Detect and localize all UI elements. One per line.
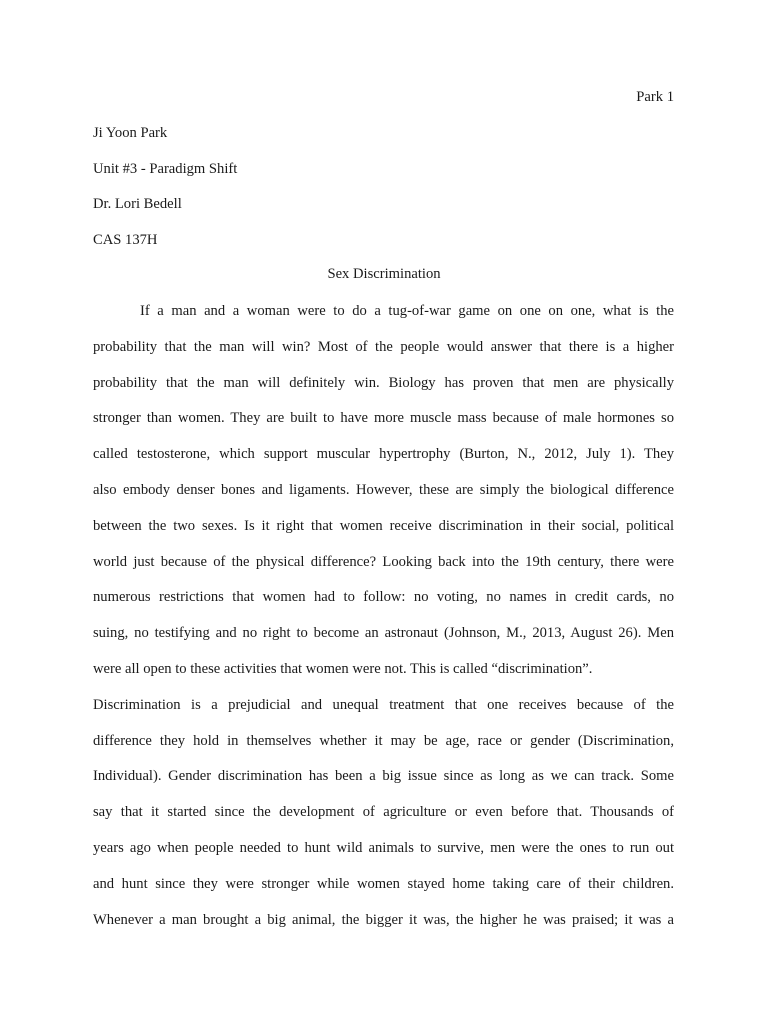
body-line: probability that the man will win? Most of the people would answer that there is a higher: [93, 338, 674, 355]
body-line: stronger than women. They are built to have more muscle mass because of male hormones so: [93, 410, 674, 427]
body-line: were all open to these activities that women were not. This is called “discrimination”.: [93, 660, 593, 677]
body-line: If a man and a woman were to do a tug-of-war game on one on one, what is the: [140, 303, 674, 319]
body-line: world just because of the physical difference? Looking back into the 19th century, there were: [93, 553, 674, 570]
body-line: probability that the man will definitely win. Biology has proven that men are physically: [93, 374, 674, 391]
running-head: Park 1: [636, 89, 674, 105]
course-code: CAS 137H: [93, 232, 158, 248]
body-line: years ago when people needed to hunt wild animals to survive, men were the ones to run out: [93, 839, 674, 856]
body-line: say that it started since the development of agriculture or even before that. Thousands of: [93, 804, 674, 821]
body-line: between the two sexes. Is it right that women receive discrimination in their social, political: [93, 517, 674, 534]
body-line: Individual). Gender discrimination has been a big issue since as long as we can track. Some: [93, 768, 674, 785]
body-line: Whenever a man brought a big animal, the bigger it was, the higher he was praised; it was a: [93, 911, 674, 928]
body-line: also embody denser bones and ligaments. However, these are simply the biological difference: [93, 481, 674, 498]
body-line: suing, no testifying and no right to become an astronaut (Johnson, M., 2013, August 26). Men: [93, 625, 674, 642]
student-name: Ji Yoon Park: [93, 125, 168, 141]
essay-title: Sex Discrimination: [327, 266, 441, 282]
unit-line: Unit #3 - Paradigm Shift: [93, 161, 238, 177]
body-line: difference they hold in themselves whether it may be age, race or gender (Discrimination,: [93, 732, 674, 749]
instructor-name: Dr. Lori Bedell: [93, 196, 182, 212]
body-line: Discrimination is a prejudicial and unequal treatment that one receives because of the: [93, 696, 674, 713]
body-line: called testosterone, which support muscular hypertrophy (Burton, N., 2012, July 1). They: [93, 446, 674, 463]
body-line: numerous restrictions that women had to follow: no voting, no names in credit cards, no: [93, 589, 674, 606]
body-line: and hunt since they were stronger while women stayed home taking care of their children.: [93, 875, 674, 892]
essay-body: [93, 302, 674, 946]
